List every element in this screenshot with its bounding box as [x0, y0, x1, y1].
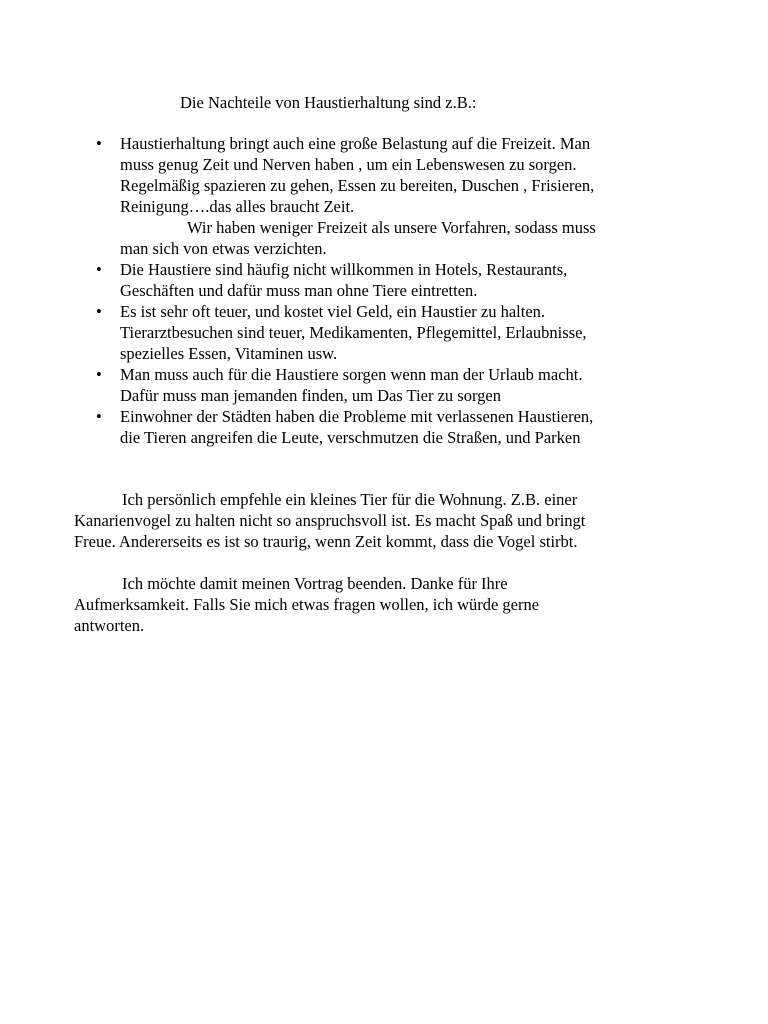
paragraph-line: Ich persönlich empfehle ein kleines Tier für die Wohnung. Z.B. einer [122, 490, 578, 509]
list-item [96, 406, 696, 448]
list-item [96, 259, 696, 301]
bullet-icon: • [96, 260, 102, 279]
list-item [96, 364, 696, 406]
list-item [96, 301, 696, 364]
list-item-line: man sich von etwas verzichten. [120, 239, 327, 258]
list-item-line: Wir haben weniger Freizeit als unsere Vorfahren, sodass muss [187, 218, 596, 237]
list-item-line: die Tieren angreifen die Leute, verschmutzen die Straßen, und Parken [120, 428, 581, 447]
bullet-icon: • [96, 134, 102, 153]
bullet-icon: • [96, 407, 102, 426]
closing-paragraph [74, 573, 694, 636]
list-item-line: Haustierhaltung bringt auch eine große Belastung auf die Freizeit. Man [120, 134, 591, 153]
heading: Die Nachteile von Haustierhaltung sind z.B.: [180, 93, 477, 112]
list-item-line: muss genug Zeit und Nerven haben , um ein Lebenswesen zu sorgen. [120, 155, 577, 174]
list-item-line: Dafür muss man jemanden finden, um Das Tier zu sorgen [120, 386, 501, 405]
disadvantages-list [96, 133, 696, 448]
paragraph-line: antworten. [74, 616, 145, 635]
recommendation-paragraph [74, 489, 694, 552]
list-item-line: Tierarztbesuchen sind teuer, Medikamenten, Pflegemittel, Erlaubnisse, [120, 323, 587, 342]
list-item-line: Man muss auch für die Haustiere sorgen wenn man der Urlaub macht. [120, 365, 583, 384]
list-item-line: Einwohner der Städten haben die Probleme mit verlassenen Haustieren, [120, 407, 594, 426]
bullet-icon: • [96, 302, 102, 321]
list-item-line: Die Haustiere sind häufig nicht willkommen in Hotels, Restaurants, [120, 260, 568, 279]
bullet-icon: • [96, 365, 102, 384]
list-item-line: Regelmäßig spazieren zu gehen, Essen zu bereiten, Duschen , Frisieren, [120, 176, 595, 195]
list-item-line: Reinigung….das alles braucht Zeit. [120, 197, 355, 216]
paragraph-line: Ich möchte damit meinen Vortrag beenden. Danke für Ihre [122, 574, 508, 593]
paragraph-line: Freue. Andererseits es ist so traurig, wenn Zeit kommt, dass die Vogel stirbt. [74, 532, 578, 551]
list-item [96, 133, 696, 259]
list-item-line: Es ist sehr oft teuer, und kostet viel Geld, ein Haustier zu halten. [120, 302, 546, 321]
paragraph-line: Aufmerksamkeit. Falls Sie mich etwas fragen wollen, ich würde gerne [74, 595, 540, 614]
list-item-line: spezielles Essen, Vitaminen usw. [120, 344, 338, 363]
paragraph-line: Kanarienvogel zu halten nicht so anspruchsvoll ist. Es macht Spaß und bringt [74, 511, 586, 530]
list-item-line: Geschäften und dafür muss man ohne Tiere eintretten. [120, 281, 478, 300]
